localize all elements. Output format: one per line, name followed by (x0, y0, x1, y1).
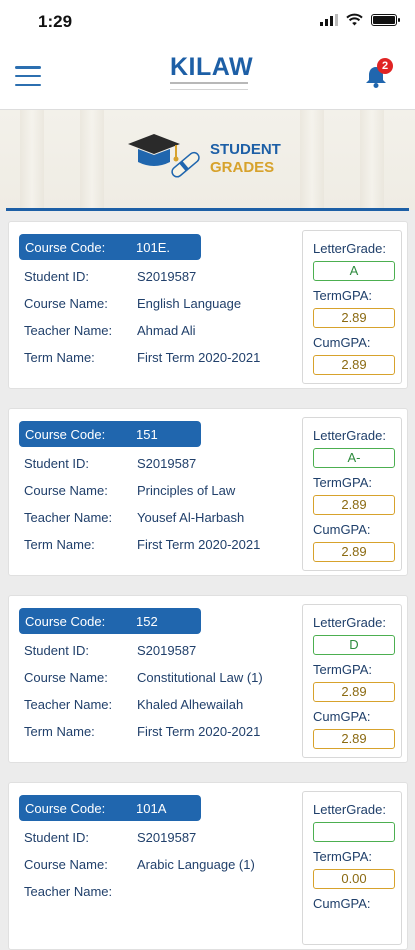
course-name-label: Course Name: (24, 483, 108, 498)
status-bar (0, 0, 415, 44)
student-id-value: S2019587 (137, 456, 197, 471)
logo-subtitle-decoration (170, 82, 248, 90)
letter-grade-label: LetterGrade: (313, 428, 386, 443)
course-code-value: 151 (136, 427, 158, 442)
hamburger-menu-icon[interactable] (15, 66, 41, 86)
grade-summary-box (302, 791, 402, 945)
teacher-name-label: Teacher Name: (24, 884, 113, 899)
term-gpa-label: TermGPA: (313, 475, 372, 490)
grade-summary-box (302, 604, 402, 758)
course-name-value: Arabic Language (1) (137, 857, 255, 872)
banner-title-line1: STUDENT (210, 141, 281, 158)
term-gpa-label: TermGPA: (313, 288, 372, 303)
course-code-value: 152 (136, 614, 158, 629)
cum-gpa-value: 2.89 (313, 355, 395, 375)
app-header (0, 44, 415, 110)
student-id-label: Student ID: (24, 269, 90, 284)
status-time: 1:29 (38, 12, 73, 31)
notification-badge: 2 (377, 58, 393, 74)
notifications-button[interactable] (363, 60, 393, 90)
banner-title-line2: GRADES (210, 159, 275, 176)
status-icons (320, 14, 397, 26)
letter-grade-label: LetterGrade: (313, 802, 386, 817)
course-name-label: Course Name: (24, 857, 108, 872)
cum-gpa-label: CumGPA: (313, 522, 371, 537)
battery-icon (371, 14, 397, 26)
banner-title (210, 141, 281, 177)
banner-divider (6, 208, 409, 211)
letter-grade-value: D (313, 635, 395, 655)
wifi-icon (346, 14, 363, 26)
banner-column-decoration (300, 110, 324, 210)
teacher-name-value: Ahmad Ali (137, 323, 196, 338)
course-code-value: 101E. (136, 240, 170, 255)
grade-summary-box (302, 230, 402, 384)
course-code-pill (19, 795, 201, 821)
logo-text: KILAW (170, 53, 254, 81)
student-id-value: S2019587 (137, 830, 197, 845)
course-code-label: Course Code: (25, 614, 106, 629)
letter-grade-label: LetterGrade: (313, 615, 386, 630)
signal-icon (320, 14, 338, 26)
cum-gpa-value: 2.89 (313, 729, 395, 749)
term-gpa-value: 2.89 (313, 682, 395, 702)
course-name-label: Course Name: (24, 670, 108, 685)
term-name-value: First Term 2020-2021 (137, 350, 261, 365)
course-code-pill (19, 234, 201, 260)
course-card[interactable] (8, 408, 408, 576)
student-grades-banner (0, 110, 415, 210)
teacher-name-value: Yousef Al-Harbash (137, 510, 245, 525)
banner-column-decoration (360, 110, 384, 210)
term-name-label: Term Name: (24, 724, 95, 739)
student-id-label: Student ID: (24, 456, 90, 471)
kilaw-logo (170, 53, 254, 90)
banner-column-decoration (20, 110, 44, 210)
letter-grade-label: LetterGrade: (313, 241, 386, 256)
course-code-label: Course Code: (25, 801, 106, 816)
term-name-value: First Term 2020-2021 (137, 537, 261, 552)
cum-gpa-value: 2.89 (313, 542, 395, 562)
course-code-label: Course Code: (25, 427, 106, 442)
teacher-name-label: Teacher Name: (24, 510, 113, 525)
course-card[interactable] (8, 221, 408, 389)
course-code-pill (19, 608, 201, 634)
course-card[interactable] (8, 595, 408, 763)
course-code-value: 101A (136, 801, 167, 816)
course-grade-list[interactable] (0, 212, 415, 911)
term-gpa-value: 0.00 (313, 869, 395, 889)
term-name-label: Term Name: (24, 350, 95, 365)
teacher-name-value: Khaled Alhewailah (137, 697, 244, 712)
grade-summary-box (302, 417, 402, 571)
term-name-value: First Term 2020-2021 (137, 724, 261, 739)
course-code-pill (19, 421, 201, 447)
cum-gpa-label: CumGPA: (313, 896, 371, 911)
letter-grade-value (313, 822, 395, 842)
teacher-name-label: Teacher Name: (24, 323, 113, 338)
graduation-cap-icon (124, 128, 204, 190)
cum-gpa-label: CumGPA: (313, 709, 371, 724)
course-code-label: Course Code: (25, 240, 106, 255)
course-name-label: Course Name: (24, 296, 108, 311)
term-gpa-value: 2.89 (313, 495, 395, 515)
term-gpa-value: 2.89 (313, 308, 395, 328)
course-name-value: Constitutional Law (1) (137, 670, 263, 685)
student-id-value: S2019587 (137, 643, 197, 658)
letter-grade-value: A (313, 261, 395, 281)
teacher-name-label: Teacher Name: (24, 697, 113, 712)
course-name-value: Principles of Law (137, 483, 236, 498)
banner-content (124, 128, 281, 190)
term-gpa-label: TermGPA: (313, 849, 372, 864)
student-id-label: Student ID: (24, 830, 90, 845)
course-name-value: English Language (137, 296, 242, 311)
student-id-value: S2019587 (137, 269, 197, 284)
student-id-label: Student ID: (24, 643, 90, 658)
banner-column-decoration (80, 110, 104, 210)
term-gpa-label: TermGPA: (313, 662, 372, 677)
course-card[interactable] (8, 782, 408, 950)
letter-grade-value: A- (313, 448, 395, 468)
term-name-label: Term Name: (24, 537, 95, 552)
cum-gpa-label: CumGPA: (313, 335, 371, 350)
